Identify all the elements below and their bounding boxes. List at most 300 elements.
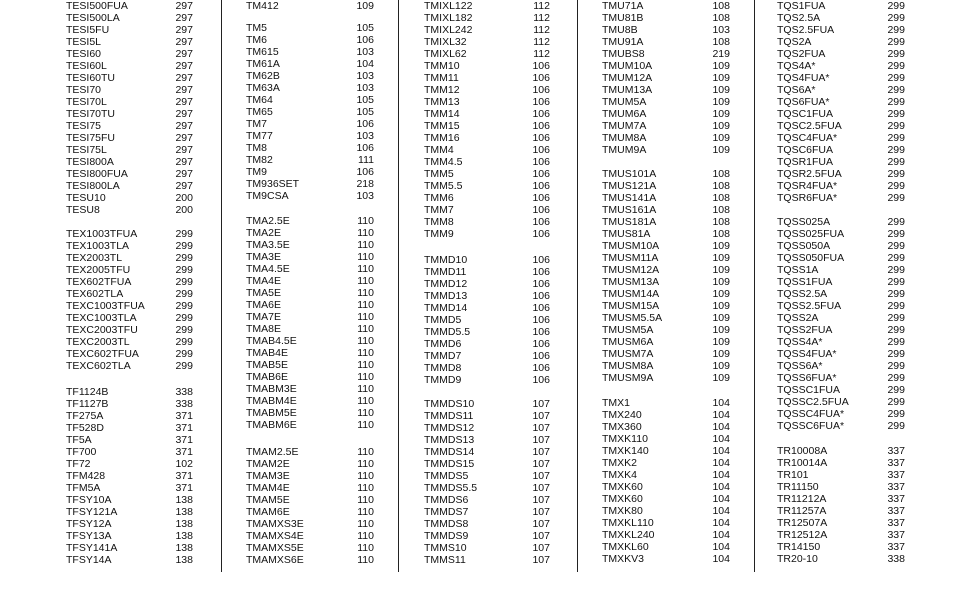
index-entry: [0, 384, 956, 396]
part-number: TEXC1003TLA: [66, 312, 137, 324]
part-number: TMU71A: [602, 0, 644, 12]
part-number: TMUM5A: [602, 96, 647, 108]
page-number: 106: [532, 290, 550, 302]
part-number: TMUSM10A: [602, 240, 660, 252]
part-number: TMMDS11: [424, 410, 474, 422]
part-number: TQS1FUA: [777, 0, 826, 12]
page-number: 109: [712, 276, 730, 288]
page-number: 299: [887, 168, 905, 180]
page-number: 104: [712, 421, 730, 433]
page-number: 106: [356, 166, 374, 178]
part-number: TMM7: [424, 204, 454, 216]
part-number: TESI500FUA: [66, 0, 128, 12]
page-number: 103: [356, 46, 374, 58]
page-number: 106: [356, 142, 374, 154]
page-number: 299: [887, 84, 905, 96]
part-number: TMA7E: [246, 311, 282, 323]
page-number: 110: [357, 407, 374, 419]
part-number: TMX1: [602, 397, 631, 409]
page-number: 299: [175, 276, 193, 288]
part-number: TMMD5: [424, 314, 462, 326]
part-number: TMM9: [424, 228, 454, 240]
page-number: 110: [357, 395, 374, 407]
part-number: TMUSM12A: [602, 264, 660, 276]
part-number: TMM11: [424, 72, 459, 84]
part-number: TMUM7A: [602, 120, 647, 132]
page-number: 106: [532, 266, 550, 278]
part-number: TMMDS13: [424, 434, 475, 446]
page-number: 110: [357, 227, 374, 239]
page-number: 104: [712, 505, 730, 517]
page-number: 109: [712, 372, 730, 384]
part-number: TMUSM13A: [602, 276, 660, 288]
page-number: 299: [887, 252, 905, 264]
part-number: TEXC1003TFUA: [66, 300, 145, 312]
page-number: 299: [175, 312, 193, 324]
part-number: TMAMXS5E: [246, 542, 304, 554]
page-number: 104: [712, 493, 730, 505]
page-number: 109: [712, 144, 730, 156]
page-number: 110: [357, 482, 374, 494]
index-entry: [0, 360, 956, 372]
part-number: TMM4.5: [424, 156, 463, 168]
page-number: 299: [887, 156, 905, 168]
part-number: TF1127B: [66, 398, 109, 410]
page-number: 107: [532, 506, 550, 518]
part-number: TM936SET: [246, 178, 300, 190]
part-number: TMUSM5.5A: [602, 312, 663, 324]
part-number: TF700: [66, 446, 97, 458]
part-number: TQSC2.5FUA: [777, 120, 842, 132]
page-number: 110: [357, 419, 374, 431]
page-number: 109: [712, 240, 730, 252]
part-number: TM615: [246, 46, 279, 58]
part-number: TMAM2E: [246, 458, 290, 470]
page-number: 106: [532, 374, 550, 386]
part-number: TMAM6E: [246, 506, 290, 518]
page-number: 106: [532, 180, 550, 192]
part-number: TR10008A: [777, 445, 828, 457]
page-number: 297: [175, 12, 193, 24]
index-entry: [0, 36, 956, 48]
page-number: 337: [887, 457, 905, 469]
page-number: 110: [357, 251, 374, 263]
page-number: 299: [887, 360, 905, 372]
part-number: TQSS025FUA: [777, 228, 845, 240]
index-entry: [0, 481, 956, 493]
part-number: TESI5L: [66, 36, 102, 48]
part-number: TMXK4: [602, 469, 638, 481]
part-number: TQSS4A*: [777, 336, 823, 348]
page-number: 297: [175, 108, 193, 120]
part-number: TMXKL60: [602, 541, 649, 553]
page-number: 109: [712, 288, 730, 300]
page-number: 108: [712, 168, 730, 180]
page-number: 299: [887, 0, 905, 12]
index-entry: [0, 216, 956, 228]
part-number: TESI75FU: [66, 132, 116, 144]
page-number: 104: [712, 481, 730, 493]
page-number: 299: [887, 276, 905, 288]
index-entry: [0, 72, 956, 84]
index-entry: [0, 48, 956, 60]
part-number: TQSS1FUA: [777, 276, 833, 288]
page-number: 110: [357, 542, 374, 554]
page-number: 299: [887, 384, 905, 396]
part-number: TMUSM14A: [602, 288, 660, 300]
part-number: TMMDS9: [424, 530, 469, 542]
page-number: 106: [532, 254, 550, 266]
part-number: TMAM2.5E: [246, 446, 299, 458]
part-number: TQSSC6FUA*: [777, 420, 845, 432]
part-number: TMMD6: [424, 338, 462, 350]
part-number: TM77: [246, 130, 273, 142]
part-number: TQS6A*: [777, 84, 816, 96]
index-entry: [0, 276, 956, 288]
part-number: TMMS11: [424, 554, 466, 566]
index-entry: [0, 505, 956, 517]
part-number: TMU81B: [602, 12, 644, 24]
part-number: TMUSM9A: [602, 372, 654, 384]
page-number: 297: [175, 72, 193, 84]
part-number: TMUS161A: [602, 204, 657, 216]
page-number: 138: [175, 506, 193, 518]
page-number: 108: [712, 12, 730, 24]
page-number: 107: [532, 410, 550, 422]
part-number: TMABM4E: [246, 395, 297, 407]
page-number: 299: [175, 240, 193, 252]
page-number: 299: [887, 408, 905, 420]
page-number: 104: [712, 457, 730, 469]
part-number: TM8: [246, 142, 267, 154]
index-entry: [0, 336, 956, 348]
page-number: 106: [532, 278, 550, 290]
page-number: 109: [712, 96, 730, 108]
page-number: 110: [357, 275, 374, 287]
index-entry: [0, 120, 956, 132]
page-number: 106: [532, 108, 550, 120]
part-number: TMMD5.5: [424, 326, 471, 338]
part-number: TMUM10A: [602, 60, 653, 72]
index-entry: [0, 324, 956, 336]
page-number: 110: [357, 458, 374, 470]
part-number: TM9CSA: [246, 190, 289, 202]
page-number: 371: [175, 434, 193, 446]
part-number: TMAM3E: [246, 470, 290, 482]
index-entry: [0, 264, 956, 276]
page-number: 107: [532, 518, 550, 530]
part-number: TMM10: [424, 60, 460, 72]
part-number: TQSS2A: [777, 312, 819, 324]
part-number: TMX360: [602, 421, 642, 433]
index-entry: [0, 0, 956, 12]
part-number: TMUS141A: [602, 192, 657, 204]
page-number: 106: [532, 338, 550, 350]
page-number: 200: [175, 192, 193, 204]
part-number: TESI70: [66, 84, 102, 96]
page-number: 106: [532, 204, 550, 216]
part-number: TMA5E: [246, 287, 282, 299]
part-number: TFSY14A: [66, 554, 112, 566]
part-number: TQSS2.5FUA: [777, 300, 842, 312]
part-number: TMM12: [424, 84, 460, 96]
page-number: 107: [532, 398, 550, 410]
part-number: TFM5A: [66, 482, 101, 494]
part-number: TMUS81A: [602, 228, 651, 240]
page-number: 218: [356, 178, 374, 190]
page-number: 103: [356, 130, 374, 142]
part-number: TQSS050FUA: [777, 252, 845, 264]
page-number: 297: [175, 0, 193, 12]
index-entry: [0, 180, 956, 192]
part-number: TMUS181A: [602, 216, 657, 228]
page-number: 200: [175, 204, 193, 216]
part-number: TMXK60: [602, 481, 643, 493]
part-number: TMU8B: [602, 24, 638, 36]
part-number: TMM16: [424, 132, 460, 144]
index-entry: [0, 108, 956, 120]
part-number: TESI75L: [66, 144, 107, 156]
part-number: TR14150: [777, 541, 821, 553]
part-number: TMMS10: [424, 542, 467, 554]
part-number: TESU8: [66, 204, 100, 216]
part-number: TEX2005TFU: [66, 264, 131, 276]
page-number: 299: [175, 360, 193, 372]
part-number: TQSS050A: [777, 240, 831, 252]
part-number: TR12512A: [777, 529, 828, 541]
page-number: 138: [175, 542, 193, 554]
page-number: 299: [175, 336, 193, 348]
part-number: TQS4A*: [777, 60, 816, 72]
part-number: TMAB6E: [246, 371, 289, 383]
part-number: TMIXL122: [424, 0, 473, 12]
part-number: TMUM13A: [602, 84, 653, 96]
part-number: TMABM5E: [246, 407, 297, 419]
index-entry: [0, 348, 956, 360]
page-number: 138: [175, 554, 193, 566]
part-number: TMMDS5: [424, 470, 469, 482]
index-entry: [0, 396, 956, 408]
page-number: 299: [175, 348, 193, 360]
page-number: 299: [887, 264, 905, 276]
part-number: TR10014A: [777, 457, 828, 469]
part-number: TMMDS8: [424, 518, 469, 530]
page-number: 110: [357, 239, 374, 251]
index-entry: [0, 252, 956, 264]
part-number: TR11150: [777, 481, 819, 493]
index-entry: [0, 84, 956, 96]
page-number: 109: [356, 0, 374, 12]
page-number: 110: [357, 470, 374, 482]
page-number: 103: [356, 70, 374, 82]
page-number: 109: [712, 324, 730, 336]
page-number: 104: [712, 397, 730, 409]
part-number: TMA8E: [246, 323, 282, 335]
page-number: 299: [887, 288, 905, 300]
part-number: TM412: [246, 0, 279, 12]
part-number: TMXK2: [602, 457, 638, 469]
index-entry: [0, 144, 956, 156]
page-number: 106: [532, 72, 550, 84]
page-number: 104: [712, 409, 730, 421]
page-number: 299: [887, 36, 905, 48]
part-number: TMUSM6A: [602, 336, 654, 348]
page-number: 299: [887, 96, 905, 108]
page-number: 106: [532, 84, 550, 96]
part-number: TF72: [66, 458, 91, 470]
index-entry: [0, 517, 956, 529]
page-number: 297: [175, 144, 193, 156]
page-number: 104: [712, 529, 730, 541]
index-entry: [0, 408, 956, 420]
page-number: 112: [533, 48, 550, 60]
part-number: TESI800LA: [66, 180, 120, 192]
page-number: 299: [175, 264, 193, 276]
page-number: 104: [712, 469, 730, 481]
part-number: TMA3E: [246, 251, 282, 263]
page-number: 299: [887, 48, 905, 60]
page-number: 371: [175, 470, 193, 482]
part-number: TESI800A: [66, 156, 114, 168]
page-number: 108: [712, 36, 730, 48]
part-number: TMMDS15: [424, 458, 475, 470]
page-number: 109: [712, 60, 730, 72]
part-number: TMIXL62: [424, 48, 467, 60]
page-number: 297: [175, 180, 193, 192]
page-number: 138: [175, 494, 193, 506]
part-number: TMABM6E: [246, 419, 297, 431]
part-number: TMUSM15A: [602, 300, 660, 312]
page-number: 219: [712, 48, 730, 60]
part-number: TMA2E: [246, 227, 282, 239]
part-number: TMIXL182: [424, 12, 473, 24]
page-number: 110: [357, 518, 374, 530]
page-number: 297: [175, 96, 193, 108]
page-number: 338: [887, 553, 905, 565]
index-entry: [0, 300, 956, 312]
part-number: TMAMXS4E: [246, 530, 304, 542]
page-number: 105: [356, 94, 374, 106]
part-number: TMUSM7A: [602, 348, 654, 360]
part-number: TM63A: [246, 82, 280, 94]
page-number: 110: [357, 446, 374, 458]
page-number: 109: [712, 252, 730, 264]
part-number: TQSS025A: [777, 216, 831, 228]
part-number: TFSY12A: [66, 518, 112, 530]
page-number: 106: [532, 362, 550, 374]
part-number: TMUM8A: [602, 132, 647, 144]
page-number: 106: [532, 96, 550, 108]
part-number: TMMD14: [424, 302, 468, 314]
page-number: 110: [357, 494, 374, 506]
part-number: TQS2.5A: [777, 12, 821, 24]
part-number: TQSS6A*: [777, 360, 823, 372]
page-number: 109: [712, 360, 730, 372]
part-number: TQSS2FUA: [777, 324, 833, 336]
page-number: 109: [712, 348, 730, 360]
page-number: 107: [532, 494, 550, 506]
index-entry: [0, 96, 956, 108]
page-number: 110: [357, 359, 374, 371]
page-number: 299: [887, 120, 905, 132]
page-number: 299: [887, 144, 905, 156]
page-number: 106: [532, 326, 550, 338]
page-number: 104: [712, 541, 730, 553]
page-number: 106: [532, 192, 550, 204]
page-number: 109: [712, 108, 730, 120]
page-number: 110: [357, 371, 374, 383]
part-number: TQS4FUA*: [777, 72, 830, 84]
part-number: TMIXL242: [424, 24, 473, 36]
page-number: 299: [887, 324, 905, 336]
page-number: 110: [357, 311, 374, 323]
part-number: TQSS2.5A: [777, 288, 828, 300]
index-entry: [0, 168, 956, 180]
part-number: TFSY10A: [66, 494, 112, 506]
part-number: TMA6E: [246, 299, 282, 311]
part-number: TMM5: [424, 168, 454, 180]
page-number: 371: [175, 482, 193, 494]
index-entry: [0, 24, 956, 36]
part-number: TMMDS7: [424, 506, 469, 518]
part-number: TQS2.5FUA: [777, 24, 835, 36]
part-number: TM62B: [246, 70, 280, 82]
part-number: TMM13: [424, 96, 460, 108]
page-number: 299: [887, 396, 905, 408]
page-number: 106: [532, 60, 550, 72]
page-number: 297: [175, 36, 193, 48]
part-number: TESI800FUA: [66, 168, 128, 180]
page-number: 110: [357, 299, 374, 311]
part-number: TMXK110: [602, 433, 648, 445]
part-number: TMMDS12: [424, 422, 475, 434]
page-number: 299: [887, 336, 905, 348]
part-number: TF1124B: [66, 386, 109, 398]
part-number: TMXKL240: [602, 529, 655, 541]
part-number: TQSC6FUA: [777, 144, 834, 156]
index-entry: [0, 541, 956, 553]
part-number: TM82: [246, 154, 273, 166]
part-number: TF528D: [66, 422, 104, 434]
part-number: TMUSM11A: [602, 252, 659, 264]
page-number: 337: [887, 493, 905, 505]
page-number: 110: [357, 335, 374, 347]
part-number: TESI5FU: [66, 24, 110, 36]
page-number: 104: [712, 433, 730, 445]
index-entry: [0, 228, 956, 240]
part-number: TMAMXS6E: [246, 554, 304, 566]
page-number: 299: [887, 228, 905, 240]
page-number: 299: [887, 24, 905, 36]
page-number: 337: [887, 445, 905, 457]
part-number: TMMDS10: [424, 398, 475, 410]
part-number: TR20-10: [777, 553, 818, 565]
page-number: 107: [532, 470, 550, 482]
part-number: TM61A: [246, 58, 280, 70]
page-number: 299: [887, 372, 905, 384]
page-number: 106: [532, 216, 550, 228]
page-number: 299: [887, 300, 905, 312]
page-number: 106: [532, 350, 550, 362]
part-number: TMMD12: [424, 278, 468, 290]
page-number: 297: [175, 24, 193, 36]
part-number: TMABM3E: [246, 383, 297, 395]
part-number: TMX240: [602, 409, 642, 421]
page-number: 103: [712, 24, 730, 36]
page-number: 297: [175, 120, 193, 132]
part-number: TMM8: [424, 216, 454, 228]
index-entry: [0, 457, 956, 469]
